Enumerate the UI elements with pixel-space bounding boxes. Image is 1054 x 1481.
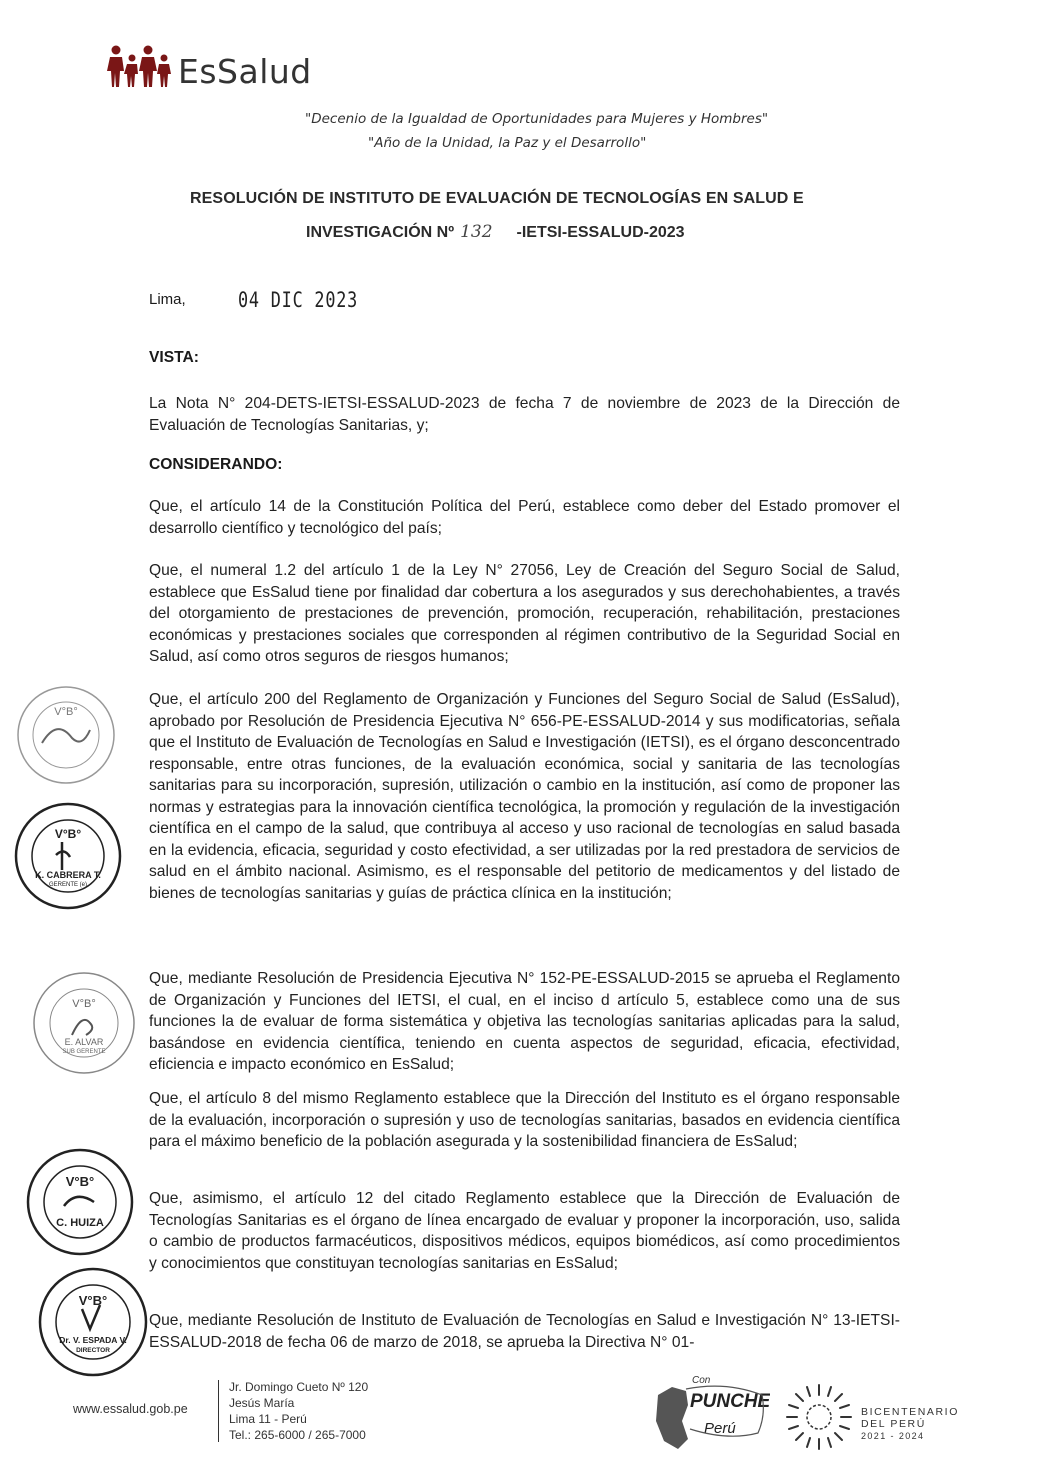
handwritten-number: 132 bbox=[460, 222, 493, 242]
paragraph: Que, el artículo 14 de la Constitución Política del Perú, establece como deber del Estado promover el desarrollo científico y tecnológico del país; bbox=[149, 498, 900, 537]
signature-icon bbox=[56, 842, 70, 870]
approval-seal bbox=[12, 800, 124, 912]
seal-name: C. HUIZA bbox=[56, 1217, 104, 1229]
address-line: Tel.: 265-6000 / 265-7000 bbox=[229, 1428, 366, 1442]
approval-seal bbox=[14, 683, 118, 787]
essalud-logo bbox=[106, 44, 312, 91]
bicentenario-text bbox=[861, 1406, 959, 1442]
paragraph: Que, mediante Resolución de Presidencia Ejecutiva N° 152-PE-ESSALUD-2015 se aprueba el Reglamento de Organización y Funciones del IETSI, el cual, en el inciso d artículo 5, establece como una de sus funciones la de evaluar de forma sistemática y objetiva las tecnologías sanitarias aplicadas para la salud, basándose en evidencia científica, teniendo en cuenta aspectos de seguridad, eficacia, efectividad, eficiencia e impacto económico en EsSalud; bbox=[149, 970, 900, 1073]
address-line: Lima 11 - Perú bbox=[229, 1412, 307, 1426]
title-line-2 bbox=[306, 222, 685, 242]
punche-con-label: Con bbox=[692, 1375, 711, 1386]
address-line: Jr. Domingo Cueto Nº 120 bbox=[229, 1380, 369, 1394]
seal-vobo: V°B° bbox=[72, 998, 96, 1010]
seal-role: DIRECTOR bbox=[76, 1347, 110, 1354]
place-label: Lima, bbox=[149, 291, 186, 308]
considerando-heading: CONSIDERANDO: bbox=[149, 456, 283, 473]
title-suffix: -IETSI-ESSALUD-2023 bbox=[516, 224, 685, 241]
paragraph: Que, el artículo 8 del mismo Reglamento establece que la Dirección del Instituto es el órgano responsable de la evaluación, incorporación o supresión y uso de tecnologías sanitarias, basados en evidencia científica para el máximo beneficio de la población asegurada y la sostenibilidad financiera de EsSalud; bbox=[149, 1090, 900, 1150]
approval-seal bbox=[24, 1146, 136, 1258]
bicentenario-years: 2021 - 2024 bbox=[861, 1431, 925, 1441]
paragraph: Que, el artículo 200 del Reglamento de Organización y Funciones del Seguro Social de Salud (EsSalud), aprobado por Resolución de Presidencia Ejecutiva N° 656-PE-ESSALUD-2014 y sus modificatorias, señala que el Instituto de Evaluación de Tecnologías en Salud e Investigación (IETSI), es el órgano desconcentrado responsable, entre otras funciones, de la evaluación económica, social y sanitaria de las tecnologías sanitarias para su incorporación, supresión, utilización o cambio en la institución, así como de proponer las normas y estrategias para la innovación científica tecnológica, la promoción y regulación de la investigación científica en el campo de la salud, que contribuya al acceso y uso racional de tecnologías en salud basada en la evidencia, eficacia, seguridad y costo efectividad, a ser utilizadas por la red prestadora de servicios de salud en el ámbito nacional. Asimismo, es el responsable del petitorio de medicamentos y del listado de bienes de tecnologías sanitarias y guías de práctica clínica en la institución; bbox=[149, 691, 900, 902]
seal-vobo: V°B° bbox=[65, 1174, 95, 1189]
punche-label: PUNCHE bbox=[690, 1391, 770, 1412]
bicentenario-line: DEL PERÚ bbox=[861, 1418, 926, 1430]
seal-name: E. ALVAR bbox=[64, 1037, 104, 1047]
approval-seal bbox=[30, 969, 138, 1077]
seal-vobo: V°B° bbox=[54, 706, 78, 718]
seal-vobo: V°B° bbox=[54, 827, 82, 841]
paragraph: Que, mediante Resolución de Instituto de Evaluación de Tecnologías en Salud e Investigación N° 13-IETSI-ESSALUD-2018 de fecha 06 de marzo de 2018, se aprueba la Directiva N° 01- bbox=[149, 1312, 900, 1351]
punche-country: Perú bbox=[704, 1420, 736, 1437]
footer-address bbox=[229, 1379, 368, 1443]
seal-role: GERENTE (e) bbox=[48, 882, 88, 888]
paragraph: Que, el numeral 1.2 del artículo 1 de la Ley N° 27056, Ley de Creación del Seguro Social de Salud, establece que EsSalud tiene por finalidad dar cobertura a los asegurados y sus derechohabientes, a través del otorgamiento de prestaciones de prevención, promoción, recuperación, rehabilitación, prestaciones económicas y prestaciones sociales que corresponden al régimen contributivo de la Seguridad Social en Salud, así como otros seguros de riesgos humanos; bbox=[149, 562, 900, 665]
bicentenario-emblem-icon bbox=[783, 1381, 855, 1453]
peru-map-icon bbox=[656, 1387, 688, 1449]
con-punche-peru-logo bbox=[650, 1365, 770, 1455]
title-prefix: INVESTIGACIÓN Nº bbox=[306, 224, 455, 241]
year-name-line: "Año de la Unidad, la Paz y el Desarrollo" bbox=[368, 135, 647, 151]
family-figures-icon bbox=[106, 44, 176, 88]
vista-heading: VISTA: bbox=[149, 349, 199, 366]
decenio-line: "Decenio de la Igualdad de Oportunidades para Mujeres y Hombres" bbox=[305, 111, 769, 127]
footer-website: www.essalud.gob.pe bbox=[73, 1402, 188, 1416]
title-line-1: RESOLUCIÓN DE INSTITUTO DE EVALUACIÓN DE TECNOLOGÍAS EN SALUD E bbox=[190, 190, 804, 207]
seal-vobo: V°B° bbox=[78, 1293, 108, 1308]
signature-icon bbox=[82, 1305, 100, 1329]
signature-icon bbox=[72, 1020, 92, 1035]
address-line: Jesús María bbox=[229, 1396, 295, 1410]
bicentenario-line: BICENTENARIO bbox=[861, 1406, 959, 1418]
seal-name: K. CABRERA T. bbox=[35, 870, 101, 880]
signature-icon bbox=[42, 729, 90, 743]
approval-seal bbox=[36, 1265, 150, 1379]
paragraph: Que, asimismo, el artículo 12 del citado Reglamento establece que la Dirección de Evaluación de Tecnologías Sanitarias es el órgano de línea encargado de evaluar y proponer la incorporación, uso, salida o cambio de productos farmacéuticos, dispositivos médicos, equipos biomédicos, así como procedimientos y conocimientos que constituyan tecnologías sanitarias en EsSalud; bbox=[149, 1190, 900, 1272]
footer-divider bbox=[218, 1380, 219, 1442]
vista-paragraph: La Nota N° 204-DETS-IETSI-ESSALUD-2023 de fecha 7 de noviembre de 2023 de la Dirección de Evaluación de Tecnologías Sanitarias, y; bbox=[149, 395, 900, 434]
logo-text: EsSalud bbox=[178, 52, 312, 91]
seal-name: Dr. V. ESPADA V. bbox=[59, 1335, 127, 1345]
date-stamp: 04 DIC 2023 bbox=[238, 288, 359, 312]
signature-icon bbox=[64, 1197, 94, 1206]
seal-role: SUB GERENTE bbox=[62, 1049, 106, 1055]
